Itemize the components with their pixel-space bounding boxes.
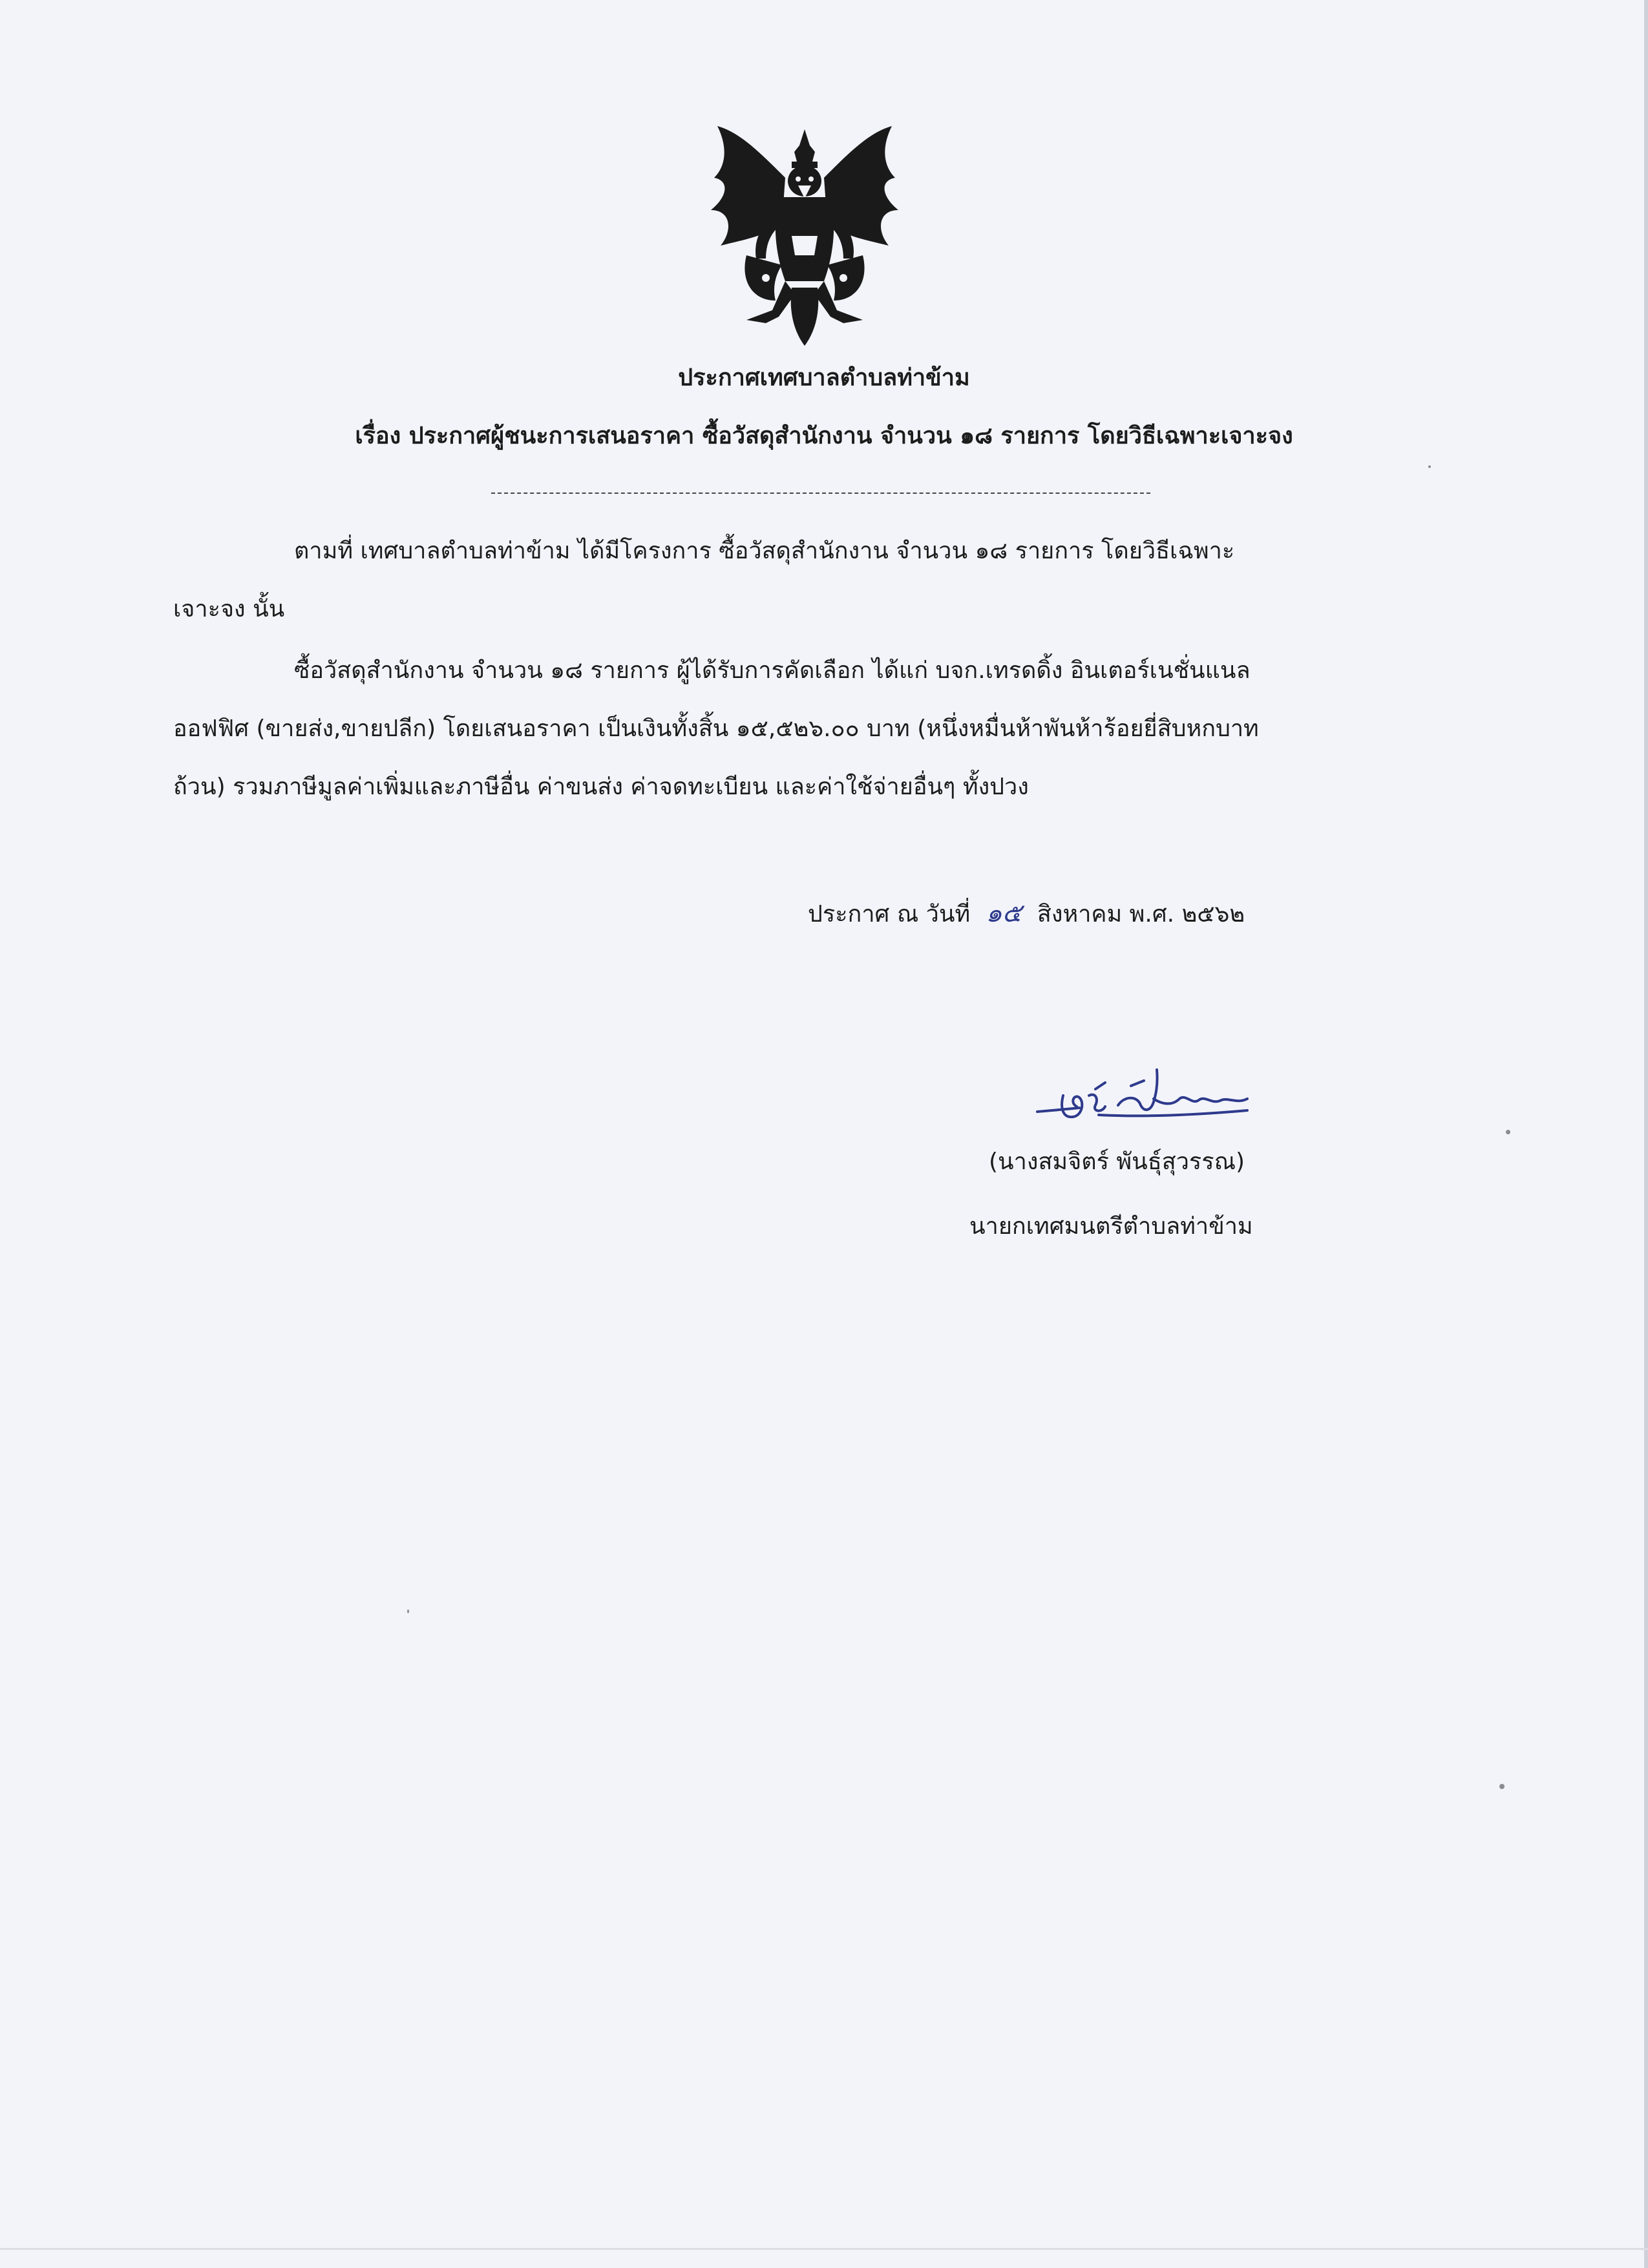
signer-name: (นางสมจิตร์ พันธุ์สุวรรณ) (989, 1149, 1245, 1175)
scan-speck (1506, 1130, 1510, 1134)
document-title: ประกาศเทศบาลตำบลท่าข้าม (678, 365, 970, 391)
announcement-date (808, 892, 1245, 933)
garuda-emblem-icon (701, 126, 908, 349)
paragraph1-line2: เจาะจง นั้น (173, 596, 285, 622)
handwritten-signature-icon (1034, 1060, 1254, 1131)
scan-speck (407, 1609, 409, 1613)
scan-edge (1644, 0, 1648, 2268)
date-day: ๑๕ (986, 898, 1022, 928)
signer-position: นายกเทศมนตรีตำบลท่าข้าม (969, 1213, 1253, 1240)
scan-bottom-edge (0, 2248, 1648, 2250)
scan-speck (1499, 1784, 1505, 1789)
paragraph2-line1: ซื้อวัสดุสำนักงาน จำนวน ๑๘ รายการ ผู้ได้รับการคัดเลือก ได้แก่ บจก.เทรดดิ้ง อินเตอร์เนชั่นแนล (294, 657, 1251, 684)
paragraph2-line3: ถ้วน) รวมภาษีมูลค่าเพิ่มและภาษีอื่น ค่าขนส่ง ค่าจดทะเบียน และค่าใช้จ่ายอื่นๆ ทั้งปวง (173, 774, 1029, 800)
paragraph1-line1: ตามที่ เทศบาลตำบลท่าข้าม ได้มีโครงการ ซื้อวัสดุสำนักงาน จำนวน ๑๘ รายการ โดยวิธีเฉพาะ (294, 538, 1235, 564)
date-prefix: ประกาศ ณ วันที่ (808, 901, 971, 927)
date-month-year: สิงหาคม พ.ศ. ๒๕๖๒ (1037, 901, 1245, 927)
paragraph2-line2: ออฟฟิศ (ขายส่ง,ขายปลีก) โดยเสนอราคา เป็นเงินทั้งสิ้น ๑๕,๕๒๖.๐๐ บาท (หนึ่งหมื่นห้าพันห้าร้อยยี่สิบหกบาท (173, 715, 1259, 742)
scan-speck (1428, 465, 1431, 468)
title-divider (491, 493, 1150, 494)
document-subject: เรื่อง ประกาศผู้ชนะการเสนอราคา ซื้อวัสดุสำนักงาน จำนวน ๑๘ รายการ โดยวิธีเฉพาะเจาะจง (355, 423, 1293, 449)
